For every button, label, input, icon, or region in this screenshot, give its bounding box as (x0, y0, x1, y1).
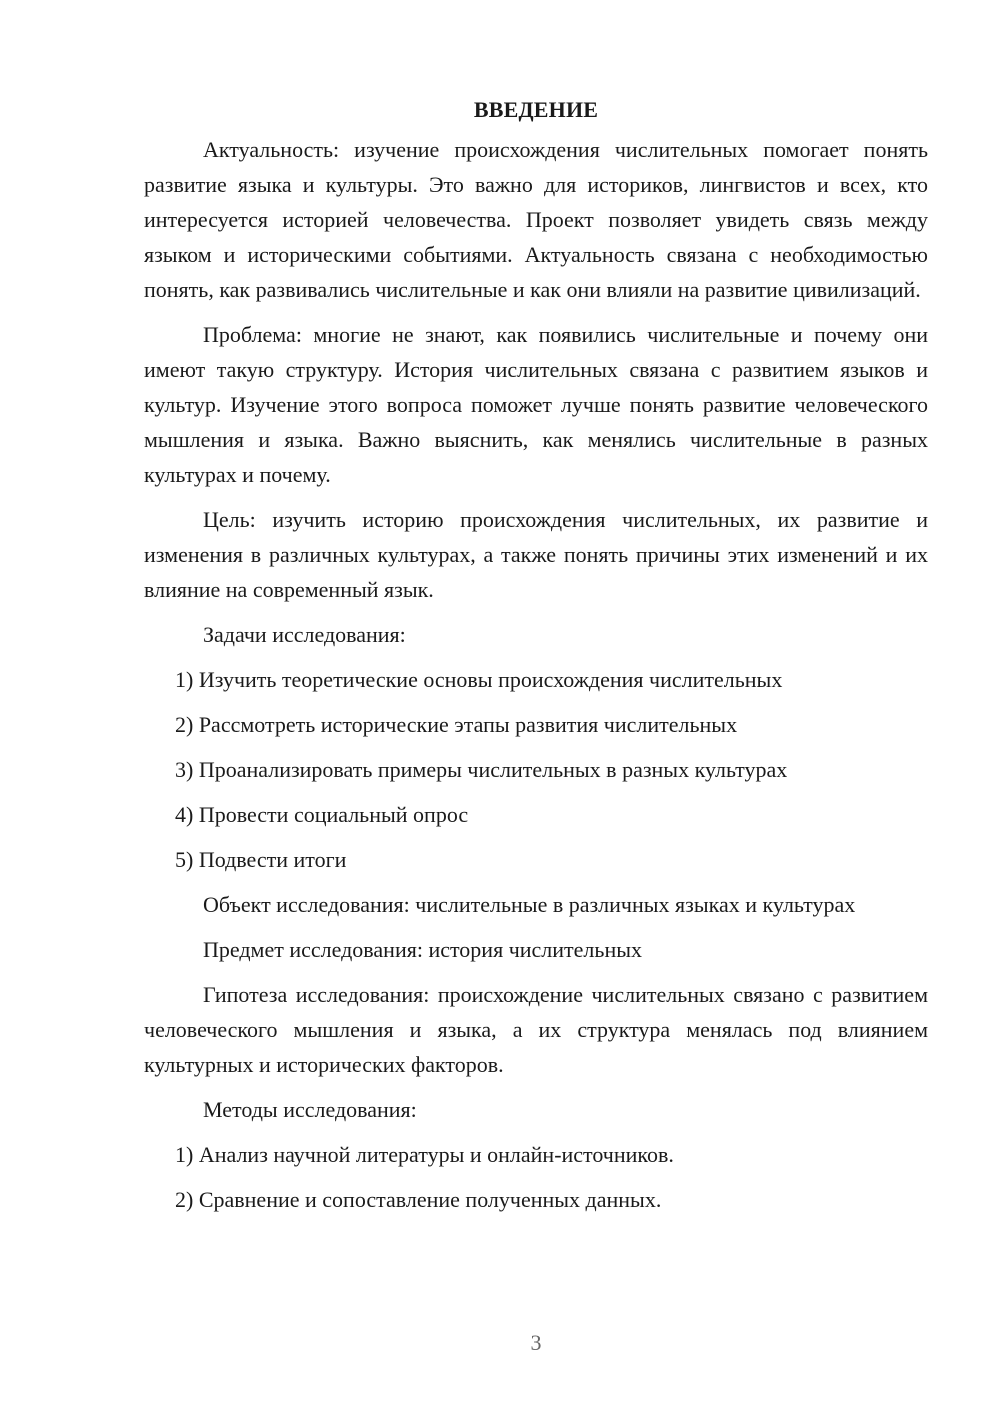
page-number: 3 (530, 1330, 542, 1355)
goal-paragraph: Цель: изучить историю происхождения числительных, их развитие и изменения в различных культурах, а также понять причины этих изменений и их влияние на современный язык. (144, 507, 928, 602)
list-item: 5) Подвести итоги (175, 847, 347, 872)
object-paragraph: Объект исследования: числительные в различных языках и культурах (203, 892, 856, 917)
problem-paragraph: Проблема: многие не знают, как появились числительные и почему они имеют такую структуру. История числительных связана с развитием языков и культур. Изучение этого вопроса поможет лучше понять развитие человеческого мышления и языка. Важно выяснить, как менялись числительные в разных культурах и почему. (144, 322, 928, 487)
document-page (144, 92, 928, 1227)
list-item: 2) Рассмотреть исторические этапы развития числительных (175, 712, 738, 737)
section-title: ВВЕДЕНИЕ (473, 97, 599, 122)
list-item: 1) Анализ научной литературы и онлайн-источников. (175, 1142, 674, 1167)
methods-heading: Методы исследования: (203, 1097, 417, 1122)
subject-paragraph: Предмет исследования: история числительных (203, 937, 643, 962)
tasks-heading: Задачи исследования: (203, 622, 406, 647)
methods-list (144, 1137, 928, 1217)
list-item: 3) Проанализировать примеры числительных в разных культурах (175, 757, 788, 782)
list-item: 2) Сравнение и сопоставление полученных данных. (175, 1187, 662, 1212)
hypothesis-paragraph: Гипотеза исследования: происхождение числительных связано с развитием человеческого мышления и языка, а их структура менялась под влиянием культурных и исторических факторов. (144, 982, 928, 1077)
tasks-list (144, 662, 928, 877)
list-item: 1) Изучить теоретические основы происхождения числительных (175, 667, 783, 692)
relevance-paragraph: Актуальность: изучение происхождения числительных помогает понять развитие языка и культуры. Это важно для историков, лингвистов и всех, кто интересуется историей человечества. Проект позволяет увидеть связь между языком и историческими событиями. Актуальность связана с необходимостью понять, как развивались числительные и как они влияли на развитие цивилизаций. (144, 137, 928, 302)
list-item: 4) Провести социальный опрос (175, 802, 469, 827)
